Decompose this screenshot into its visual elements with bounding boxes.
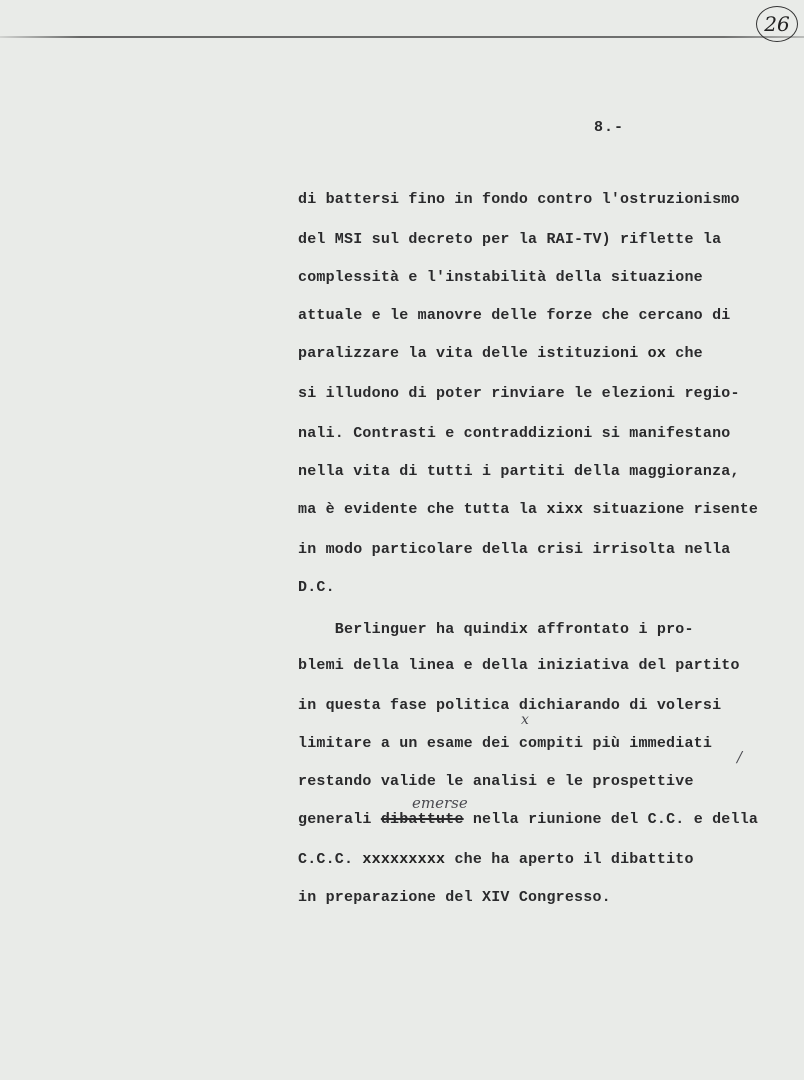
text-line (298, 344, 703, 364)
text-line: del MSI sul decreto per la RAI-TV) riflette la (298, 231, 722, 248)
text-line (298, 620, 694, 640)
text-segment: C.C.C. (298, 851, 363, 868)
text-segment: affrontato i pro- (528, 621, 694, 638)
typed-correction: ox (647, 345, 667, 362)
text-segment: situazione risente (583, 501, 759, 518)
text-segment: che (666, 345, 703, 362)
text-line (298, 810, 758, 830)
text-line: di battersi fino in fondo contro l'ostruzionismo (298, 191, 740, 208)
text-line: blemi della linea e della iniziativa del partito (298, 657, 740, 674)
text-line: limitare a un esame dei compiti più immediati (298, 735, 713, 752)
text-line (298, 500, 758, 520)
text-segment: che ha aperto il dibattito (445, 851, 694, 868)
text-segment: Berlinguer ha quindi (298, 621, 519, 638)
page-stamp: 26 (756, 6, 798, 42)
typed-strikeout: xixx (546, 501, 584, 518)
text-line: nella vita di tutti i partiti della maggioranza, (298, 463, 740, 480)
handwritten-slash: / (737, 748, 743, 766)
text-line: si illudono di poter rinviare le elezioni regio- (298, 385, 740, 402)
page-number: 8.- (594, 119, 625, 136)
typed-strikeout: xxxxxxxxx (362, 851, 446, 868)
handwritten-insertion: emerse (412, 794, 468, 812)
text-line: attuale e le manovre delle forze che cercano di (298, 307, 731, 324)
text-line: nali. Contrasti e contraddizioni si manifestano (298, 425, 731, 442)
text-segment: paralizzare la vita delle istituzioni (298, 345, 648, 362)
handwritten-insert-mark: x (521, 712, 529, 728)
top-rule (0, 36, 804, 38)
text-segment: ma è evidente che tutta la (298, 501, 547, 518)
text-line: in questa fase politica dichiarando di volersi (298, 697, 722, 714)
struck-word: dibattute (380, 811, 464, 828)
typed-correction: x (518, 621, 529, 638)
text-line: in modo particolare della crisi irrisolta nella (298, 541, 731, 558)
text-line (298, 850, 694, 870)
text-segment: nella riunione del C.C. e della (463, 811, 759, 828)
text-line: complessità e l'instabilità della situazione (298, 269, 703, 286)
text-line: D.C. (298, 579, 335, 596)
text-segment: generali (298, 811, 381, 828)
text-line: in preparazione del XIV Congresso. (298, 889, 611, 906)
text-line: restando valide le analisi e le prospettive (298, 773, 694, 790)
